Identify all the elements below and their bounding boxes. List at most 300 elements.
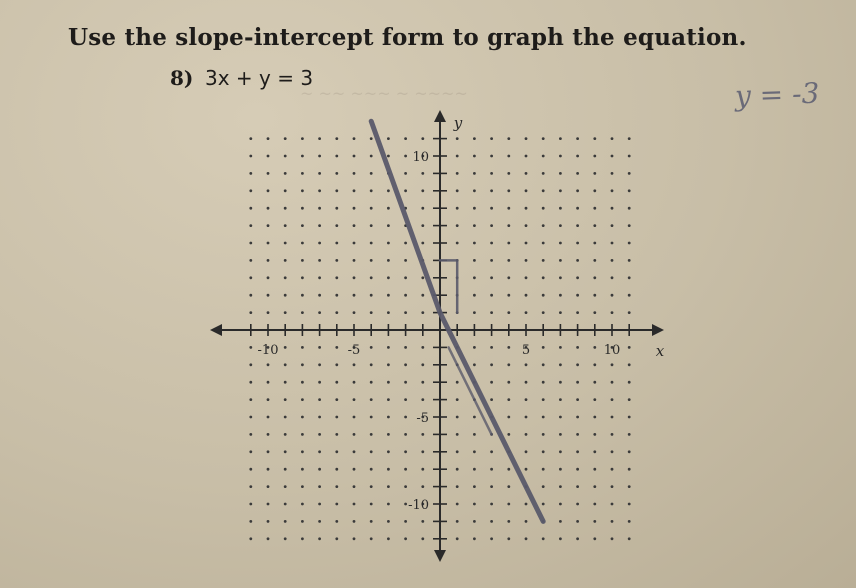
- grid-dot: [542, 346, 545, 349]
- grid-dot: [456, 485, 459, 488]
- grid-dot: [628, 381, 631, 384]
- grid-dot: [284, 537, 287, 540]
- grid-dot: [284, 398, 287, 401]
- grid-dot: [370, 416, 373, 419]
- grid-dot: [611, 363, 614, 366]
- grid-dot: [353, 433, 356, 436]
- grid-dot: [542, 172, 545, 175]
- grid-dot: [525, 520, 528, 523]
- grid-dot: [611, 224, 614, 227]
- grid-dot: [404, 416, 407, 419]
- grid-dot: [628, 450, 631, 453]
- grid-dot: [525, 468, 528, 471]
- grid-dot: [421, 468, 424, 471]
- grid-dot: [404, 294, 407, 297]
- grid-dot: [542, 207, 545, 210]
- grid-dot: [421, 537, 424, 540]
- grid-dot: [387, 137, 390, 140]
- grid-dot: [593, 485, 596, 488]
- grid-dot: [267, 311, 270, 314]
- grid-dot: [335, 276, 338, 279]
- grid-dot: [593, 137, 596, 140]
- grid-dot: [353, 242, 356, 245]
- grid-dot: [301, 242, 304, 245]
- grid-dot: [542, 363, 545, 366]
- grid-dot: [249, 172, 252, 175]
- grid-dot: [507, 189, 510, 192]
- grid-dot: [628, 416, 631, 419]
- grid-dot: [611, 155, 614, 158]
- grid-dot: [318, 485, 321, 488]
- grid-dot: [490, 363, 493, 366]
- grid-dot: [370, 485, 373, 488]
- grid-dot: [335, 503, 338, 506]
- grid-dot: [387, 433, 390, 436]
- grid-dot: [542, 242, 545, 245]
- grid-dot: [456, 520, 459, 523]
- grid-dot: [473, 503, 476, 506]
- grid-dot: [507, 155, 510, 158]
- grid-dot: [490, 503, 493, 506]
- grid-dot: [335, 450, 338, 453]
- grid-dot: [473, 363, 476, 366]
- grid-dot: [525, 259, 528, 262]
- grid-dot: [267, 276, 270, 279]
- grid-dot: [370, 520, 373, 523]
- grid-dot: [335, 189, 338, 192]
- grid-dot: [490, 155, 493, 158]
- grid-dot: [301, 381, 304, 384]
- grid-dot: [611, 172, 614, 175]
- grid-dot: [559, 172, 562, 175]
- grid-dot: [611, 485, 614, 488]
- problem-number: 8): [170, 66, 194, 90]
- grid-dot: [284, 294, 287, 297]
- grid-dot: [611, 398, 614, 401]
- grid-dot: [267, 537, 270, 540]
- grid-dot: [387, 416, 390, 419]
- grid-dot: [611, 520, 614, 523]
- bleed-through-text: ~ ~~ ~~~ ~ ~~~~: [300, 84, 468, 103]
- grid-dot: [318, 520, 321, 523]
- grid-dot: [576, 433, 579, 436]
- grid-dot: [421, 311, 424, 314]
- grid-dot: [456, 172, 459, 175]
- grid-dot: [353, 311, 356, 314]
- grid-dot: [473, 433, 476, 436]
- grid-dot: [318, 137, 321, 140]
- grid-dot: [249, 311, 252, 314]
- grid-dot: [335, 311, 338, 314]
- x-axis-right-arrow: [652, 324, 664, 336]
- grid-dot: [284, 433, 287, 436]
- grid-dot: [576, 259, 579, 262]
- grid-dot: [490, 520, 493, 523]
- grid-dot: [456, 189, 459, 192]
- grid-dot: [370, 189, 373, 192]
- grid-dot: [387, 155, 390, 158]
- grid-dot: [249, 450, 252, 453]
- grid-dot: [611, 416, 614, 419]
- grid-dot: [628, 189, 631, 192]
- grid-dot: [542, 381, 545, 384]
- grid-dot: [387, 503, 390, 506]
- grid-dot: [490, 450, 493, 453]
- grid-dot: [301, 433, 304, 436]
- grid-dot: [507, 311, 510, 314]
- grid-dot: [387, 189, 390, 192]
- grid-dot: [370, 311, 373, 314]
- grid-dot: [525, 450, 528, 453]
- grid-dot: [559, 503, 562, 506]
- grid-dot: [301, 503, 304, 506]
- grid-dot: [370, 207, 373, 210]
- grid-dot: [593, 398, 596, 401]
- grid-dot: [456, 224, 459, 227]
- grid-dot: [576, 224, 579, 227]
- grid-dot: [267, 189, 270, 192]
- x-tick-label: -10: [257, 343, 279, 358]
- grid-dot: [525, 433, 528, 436]
- grid-dot: [576, 207, 579, 210]
- grid-dot: [267, 242, 270, 245]
- grid-dot: [353, 363, 356, 366]
- grid-dot: [335, 485, 338, 488]
- grid-dot: [628, 242, 631, 245]
- grid-dot: [318, 363, 321, 366]
- grid-dot: [318, 433, 321, 436]
- grid-dot: [267, 259, 270, 262]
- grid-dot: [473, 416, 476, 419]
- grid-dot: [456, 242, 459, 245]
- grid-dot: [387, 381, 390, 384]
- grid-dot: [353, 468, 356, 471]
- grid-dot: [473, 537, 476, 540]
- grid-dot: [559, 433, 562, 436]
- grid-dot: [267, 416, 270, 419]
- grid-dot: [593, 433, 596, 436]
- grid-dot: [370, 155, 373, 158]
- grid-dot: [542, 433, 545, 436]
- grid-dot: [576, 503, 579, 506]
- grid-dot: [267, 485, 270, 488]
- grid-dot: [353, 416, 356, 419]
- grid-dot: [404, 155, 407, 158]
- grid-dot: [353, 155, 356, 158]
- grid-dot: [387, 485, 390, 488]
- grid-dot: [421, 172, 424, 175]
- grid-dot: [335, 137, 338, 140]
- grid-dot: [404, 520, 407, 523]
- grid-dot: [387, 224, 390, 227]
- grid-dot: [267, 207, 270, 210]
- grid-dot: [611, 207, 614, 210]
- grid-dot: [473, 468, 476, 471]
- grid-dot: [335, 294, 338, 297]
- x-tick-label: -5: [347, 343, 361, 358]
- grid-dot: [559, 416, 562, 419]
- grid-dot: [611, 433, 614, 436]
- grid-dot: [301, 155, 304, 158]
- grid-dot: [404, 433, 407, 436]
- grid-dot: [421, 381, 424, 384]
- grid-dot: [611, 137, 614, 140]
- grid-dot: [318, 503, 321, 506]
- grid-dot: [301, 207, 304, 210]
- x-axis-label: x: [655, 342, 665, 360]
- grid-dot: [353, 294, 356, 297]
- grid-dot: [507, 503, 510, 506]
- grid-dot: [318, 207, 321, 210]
- grid-dot: [249, 520, 252, 523]
- y-axis-label: y: [453, 114, 463, 132]
- grid-dot: [404, 468, 407, 471]
- grid-dot: [559, 363, 562, 366]
- grid-dot: [473, 172, 476, 175]
- grid-dot: [249, 207, 252, 210]
- grid-dot: [611, 381, 614, 384]
- grid-dot: [404, 137, 407, 140]
- grid-dot: [542, 398, 545, 401]
- grid-dot: [335, 155, 338, 158]
- grid-dot: [335, 172, 338, 175]
- grid-dot: [301, 294, 304, 297]
- grid-dot: [473, 155, 476, 158]
- grid-dot: [284, 242, 287, 245]
- grid-dot: [335, 537, 338, 540]
- y-tick-label: -10: [408, 498, 429, 513]
- grid-dot: [301, 416, 304, 419]
- grid-dot: [353, 189, 356, 192]
- grid-dot: [301, 520, 304, 523]
- grid-dot: [628, 294, 631, 297]
- grid-dot: [576, 485, 579, 488]
- grid-dot: [576, 468, 579, 471]
- grid-dot: [387, 311, 390, 314]
- grid-dot: [611, 189, 614, 192]
- grid-dot: [593, 346, 596, 349]
- grid-dot: [525, 294, 528, 297]
- grid-dot: [456, 155, 459, 158]
- grid-dot: [473, 346, 476, 349]
- grid-dot: [473, 520, 476, 523]
- grid-dot: [370, 242, 373, 245]
- grid-dot: [421, 520, 424, 523]
- grid-dot: [473, 276, 476, 279]
- grid-dot: [421, 398, 424, 401]
- grid-dot: [611, 294, 614, 297]
- grid-dot: [284, 259, 287, 262]
- grid-dot: [370, 172, 373, 175]
- grid-dot: [593, 450, 596, 453]
- grid-dot: [370, 450, 373, 453]
- grid-dot: [628, 224, 631, 227]
- grid-dot: [456, 468, 459, 471]
- grid-dot: [593, 259, 596, 262]
- grid-dot: [387, 294, 390, 297]
- grid-dot: [611, 537, 614, 540]
- grid-dot: [284, 276, 287, 279]
- grid-dot: [318, 155, 321, 158]
- grid-dot: [473, 294, 476, 297]
- grid-dot: [335, 468, 338, 471]
- grid-dot: [284, 137, 287, 140]
- grid-dot: [284, 189, 287, 192]
- grid-dot: [593, 537, 596, 540]
- grid-dot: [456, 450, 459, 453]
- grid-dot: [387, 363, 390, 366]
- grid-dot: [576, 346, 579, 349]
- grid-dot: [542, 311, 545, 314]
- grid-dot: [593, 381, 596, 384]
- grid-dot: [559, 276, 562, 279]
- grid-dot: [559, 137, 562, 140]
- grid-dot: [559, 346, 562, 349]
- grid-dot: [473, 485, 476, 488]
- grid-dot: [576, 189, 579, 192]
- grid-dot: [284, 485, 287, 488]
- grid-dot: [628, 311, 631, 314]
- grid-dot: [559, 450, 562, 453]
- grid-dot: [353, 398, 356, 401]
- grid-dot: [249, 137, 252, 140]
- grid-dot: [335, 398, 338, 401]
- grid-dot: [490, 294, 493, 297]
- grid-dot: [370, 381, 373, 384]
- grid-dot: [507, 242, 510, 245]
- grid-dot: [490, 172, 493, 175]
- grid-dot: [611, 450, 614, 453]
- grid-dot: [542, 259, 545, 262]
- grid-dot: [421, 294, 424, 297]
- grid-dot: [507, 398, 510, 401]
- grid-dot: [370, 224, 373, 227]
- grid-dot: [593, 189, 596, 192]
- grid-dot: [525, 363, 528, 366]
- grid-dot: [387, 450, 390, 453]
- grid-dot: [576, 311, 579, 314]
- grid-dot: [318, 311, 321, 314]
- grid-dot: [421, 137, 424, 140]
- grid-dot: [559, 224, 562, 227]
- grid-dot: [525, 381, 528, 384]
- grid-dot: [542, 294, 545, 297]
- grid-dot: [284, 450, 287, 453]
- grid-dot: [353, 450, 356, 453]
- grid-dot: [628, 155, 631, 158]
- grid-dot: [284, 363, 287, 366]
- grid-dot: [628, 172, 631, 175]
- grid-dot: [507, 433, 510, 436]
- grid-dot: [404, 503, 407, 506]
- grid-dot: [301, 346, 304, 349]
- grid-dot: [284, 346, 287, 349]
- grid-dot: [370, 433, 373, 436]
- grid-dot: [507, 224, 510, 227]
- grid-dot: [318, 259, 321, 262]
- grid-dot: [559, 485, 562, 488]
- grid-dot: [507, 137, 510, 140]
- grid-dot: [370, 294, 373, 297]
- grid-dot: [370, 346, 373, 349]
- grid-dot: [576, 363, 579, 366]
- grid-dot: [249, 294, 252, 297]
- grid-dot: [353, 537, 356, 540]
- grid-dot: [525, 137, 528, 140]
- grid-dot: [593, 311, 596, 314]
- grid-dot: [456, 207, 459, 210]
- grid-dot: [542, 276, 545, 279]
- grid-dot: [335, 259, 338, 262]
- grid-dot: [507, 537, 510, 540]
- grid-dot: [335, 416, 338, 419]
- grid-dot: [387, 346, 390, 349]
- grid-dot: [284, 416, 287, 419]
- grid-dot: [542, 137, 545, 140]
- grid-dot: [267, 520, 270, 523]
- grid-dot: [370, 363, 373, 366]
- grid-dot: [507, 346, 510, 349]
- grid-dot: [318, 242, 321, 245]
- grid-dot: [628, 363, 631, 366]
- grid-dot: [456, 398, 459, 401]
- grid-dot: [353, 503, 356, 506]
- grid-dot: [387, 242, 390, 245]
- grid-dot: [576, 172, 579, 175]
- instruction-heading: Use the slope-intercept form to graph the equation.: [68, 24, 747, 51]
- grid-dot: [576, 450, 579, 453]
- grid-dot: [284, 468, 287, 471]
- grid-dot: [318, 537, 321, 540]
- grid-dot: [576, 520, 579, 523]
- grid-dot: [421, 189, 424, 192]
- grid-dot: [490, 311, 493, 314]
- grid-dot: [559, 398, 562, 401]
- grid-dot: [593, 416, 596, 419]
- grid-dot: [249, 398, 252, 401]
- grid-dot: [593, 172, 596, 175]
- graphed-line: [371, 121, 543, 521]
- grid-dot: [456, 381, 459, 384]
- grid-dot: [249, 537, 252, 540]
- grid-dot: [301, 276, 304, 279]
- grid-dot: [267, 172, 270, 175]
- grid-dot: [335, 433, 338, 436]
- grid-dot: [404, 398, 407, 401]
- grid-dot: [507, 485, 510, 488]
- x-tick-label: 5: [521, 343, 531, 358]
- grid-dot: [628, 259, 631, 262]
- grid-dot: [628, 137, 631, 140]
- grid-dot: [593, 224, 596, 227]
- grid-dot: [318, 172, 321, 175]
- grid-dot: [628, 207, 631, 210]
- grid-dot: [353, 172, 356, 175]
- grid-dot: [490, 381, 493, 384]
- grid-dot: [559, 242, 562, 245]
- grid-dot: [404, 346, 407, 349]
- grid-dot: [611, 468, 614, 471]
- grid-dot: [490, 189, 493, 192]
- grid-dot: [490, 137, 493, 140]
- grid-dot: [490, 242, 493, 245]
- grid-dot: [490, 207, 493, 210]
- grid-dot: [473, 137, 476, 140]
- grid-dot: [318, 294, 321, 297]
- grid-dot: [387, 276, 390, 279]
- grid-dot: [593, 155, 596, 158]
- grid-dot: [353, 224, 356, 227]
